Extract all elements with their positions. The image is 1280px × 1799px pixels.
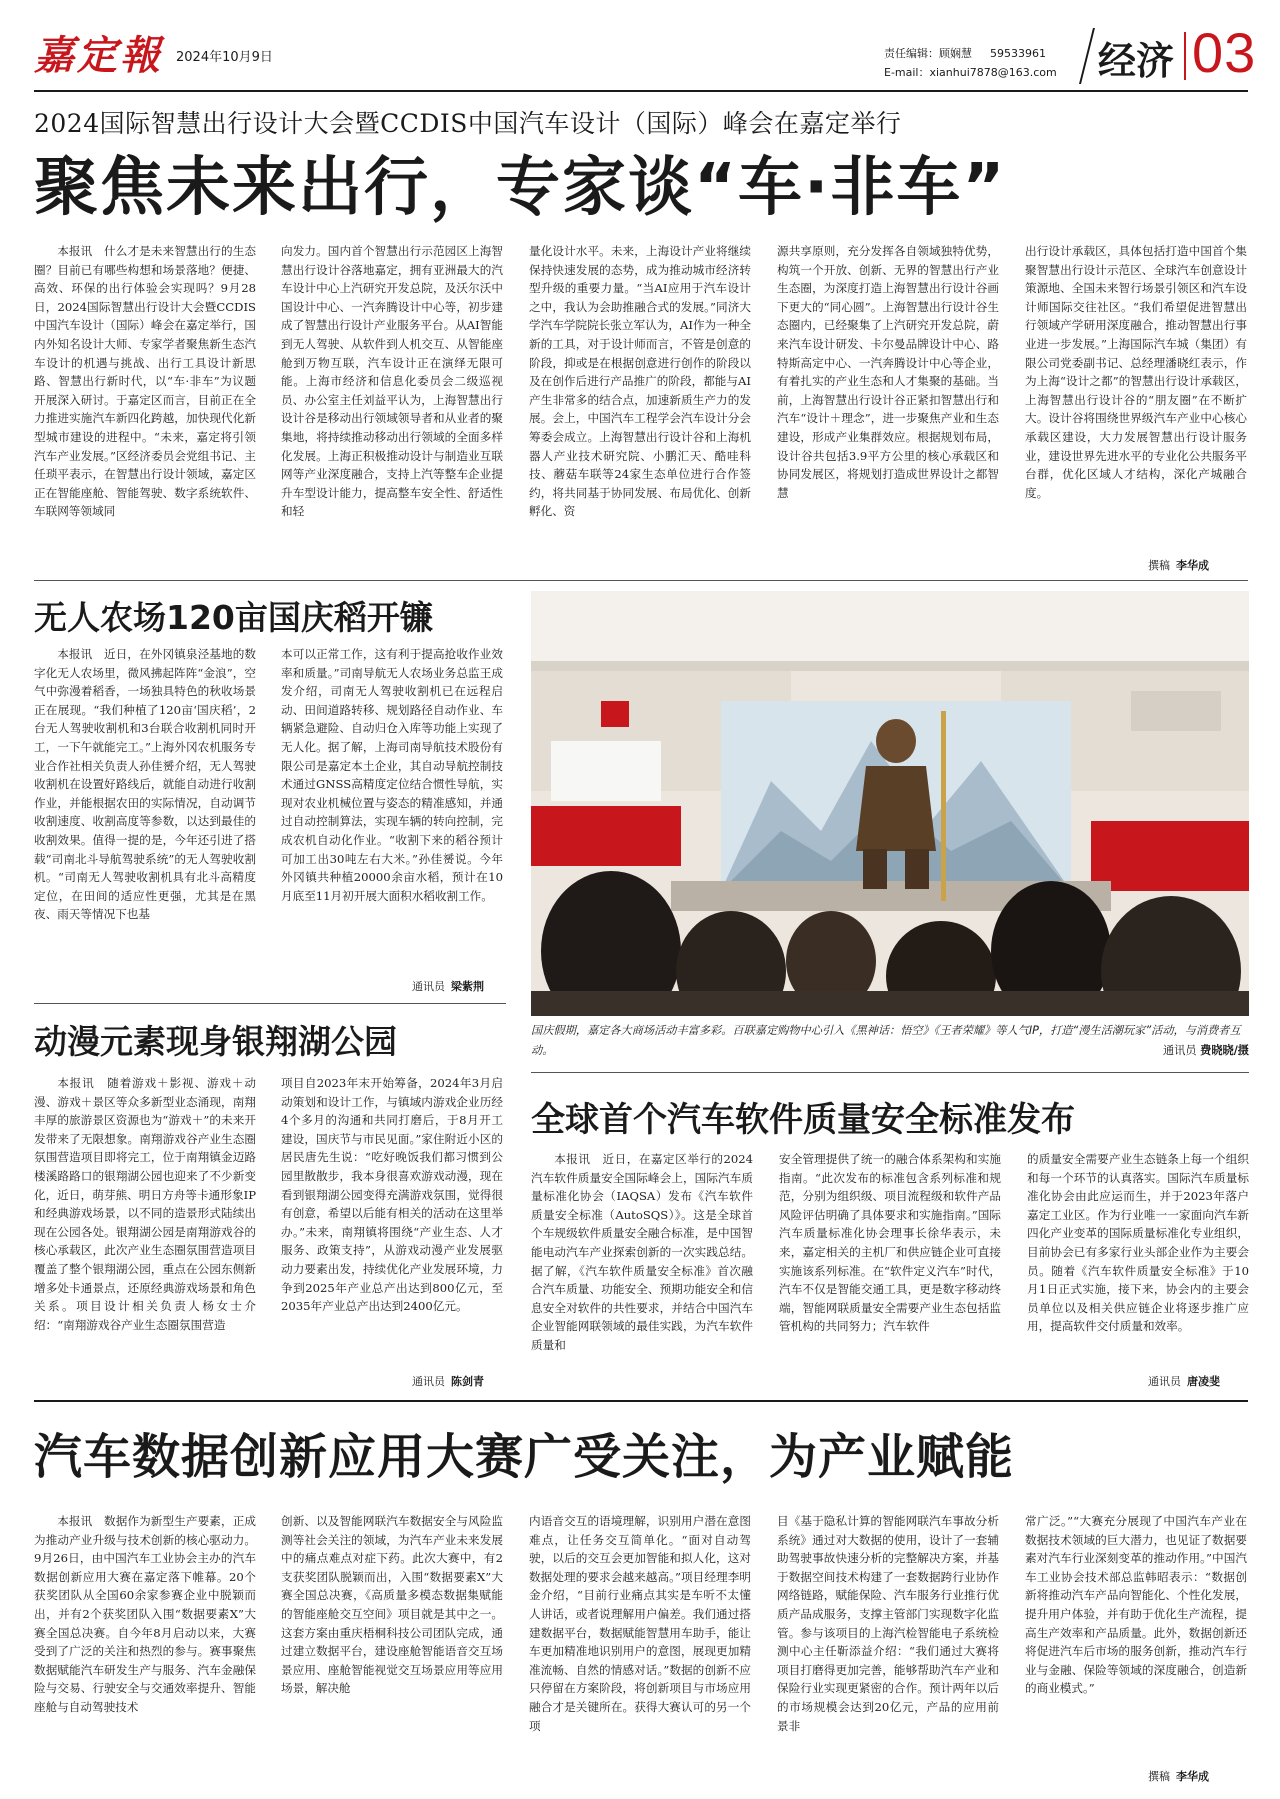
mall-event-photo xyxy=(531,591,1249,1016)
masthead xyxy=(34,18,1257,92)
editor-phone: 59533961 xyxy=(990,47,1046,60)
lead-headline: 聚焦未来出行，专家谈“车·非车” xyxy=(34,151,1007,225)
lead-bottom-rule xyxy=(34,580,1248,581)
farm-bottom-rule xyxy=(34,1003,506,1004)
lead-column-5: 出行设计承载区，具体包括打造中国首个集聚智慧出行设计示范区、全球汽车创意设计策源地、全国未来智行场景引领区和汽车设计师国际交往社区。“我们希望促进智慧出行领域产学研用深度融合，推动智慧出行事业进一步发展。”上海国际汽车城（集团）有限公司党委副书记、总经理潘晓红表示，作为上海“设计之都”的智慧出行设计承载区，上海智慧出行设计谷的“朋友圈”在不断扩大。设计谷将围绕世界级汽车产业中心核心承载区建设，大力发展智慧出行设计服务业，建设世界先进水平的专业化公共服务平台群，优化区域人才结构，深化产城融合度。 xyxy=(1025,244,1247,500)
data-column-1: 本报讯 数据作为新型生产要素，正成为推动产业升级与技术创新的核心驱动力。9月26日，由中国汽车工业协会主办的汽车数据创新应用大赛在嘉定落下帷幕。20个获奖团队从全国60余家参赛企业中脱颖而出，并有2个获奖团队入围“数据要素X”大赛全国总决赛。自今年8月启动以来，大赛受到了广泛的关注和热烈的参与。赛事聚焦数据赋能汽车研发生产与服务、汽车金融保险与交易、行驶安全与交通效率提升、智能座舱与自动驾驶技术 xyxy=(34,1514,256,1714)
farm-column-2: 本可以正常工作，这有利于提高抢收作业效率和质量。”司南导航无人农场业务总监王成发介绍，司南无人驾驶收割机已在远程启动、田间道路转移、规划路径自动作业、车辆紧急避险、自动归仓入库等功能上实现了无人化。据了解，上海司南导航技术股份有限公司是嘉定本土企业，其自动导航控制技术通过GNSS高精度定位结合惯性导航，实现对农业机械位置与姿态的精准感知，并通过自动控制算法，实现车辆的转向控制，完成农机自动化作业。“收割下来的稻谷预计可加工出30吨左右大米。”孙佳赟说。今年外冈镇共种植20000余亩水稻，预计在10月底至11月初开展大面积水稻收割工作。 xyxy=(281,647,503,903)
farm-headline: 无人农场120亩国庆稻开镰 xyxy=(34,598,433,637)
editor-email: E-mail：xianhui7878@163.com xyxy=(884,66,1057,79)
lead-column-4: 源共享原则，充分发挥各自领域独特优势，构筑一个开放、创新、无界的智慧出行产业生态圈，为深度打造上海智慧出行设计谷画下更大的“同心圆”。上海智慧出行设计谷生态圈内，已经聚集了上汽研究开发总院，蔚来汽车设计研发、卡尔曼品牌设计中心、路特斯高定中心、一汽奔腾设计中心等企业，有着扎实的产业生态和人才集聚的基础。当前，上海智慧出行设计谷正紧扣智慧出行和汽车“设计＋理念”，进一步聚焦产业和生态建设，形成产业集群效应。根据规划布局，设计谷共包括3.9平方公里的核心承载区和协同发展区，将规划打造成世界设计之都智慧 xyxy=(777,244,999,500)
photo-credit: 通讯员 费晓晓/摄 xyxy=(1155,1041,1249,1061)
middle-bottom-rule xyxy=(34,1400,1248,1402)
lead-column-2: 向发力。国内首个智慧出行示范园区上海智慧出行设计谷落地嘉定，拥有亚洲最大的汽车设计中心上汽研究开发总院，及沃尔沃中国设计中心、一汽奔腾设计中心等，初步建成了智慧出行设计产业服务平台。从AI智能到无人驾驶、从软件到人机交互、从智能座舱到万物互联，汽车设计正在演绎无限可能。上海市经济和信息化委员会二级巡视员、办公室主任刘益平认为，上海智慧出行设计谷是移动出行领域领导者和从业者的聚集地，将持续推动移动出行领域的全面多样化发展。上海正积极推动设计与制造业互联网等产业深度融合，支持上汽等整车企业提升车型设计能力，提高整车安全性、舒适性和轻 xyxy=(281,244,503,519)
lead-column-1: 本报讯 什么才是未来智慧出行的生态圈？目前已有哪些构想和场景落地？便捷、高效、环保的出行体验会实现吗？9月28日，2024国际智慧出行设计大会暨CCDIS中国汽车设计（国际）峰会在嘉定举行，国内外知名设计大师、专家学者聚焦新生态汽车设计的机遇与挑战、出行工具设计新思路、智慧出行新时代，以“车·非车”为议题开展深入研讨。于嘉定区而言，目前正在全力推进实施汽车新四化跨越，加快现代化新型城市建设的进程中。“未来，嘉定将引领汽车产业发展。”区经济委员会党组书记、主任琐平表示，在智慧出行设计领域，嘉定区正在智能座舱、智能驾驶、数字系统软件、车联网等领域同 xyxy=(34,244,256,519)
software-headline: 全球首个汽车软件质量安全标准发布 xyxy=(531,1100,1075,1140)
masthead-divider xyxy=(1079,28,1095,84)
software-column-1: 本报讯 近日，在嘉定区举行的2024汽车软件质量安全国际峰会上，国际汽车质量标准化协会（IAQSA）发布《汽车软件质量安全标准（AutoSQS）》。这是全球首个车规级软件质量安全融合标准，是中国智能电动汽车产业探索创新的一次实践总结。据了解，《汽车软件质量安全标准》首次融合汽车质量、功能安全、预期功能安全和信息安全对软件的共性要求，并结合中国汽车企业智能网联领域的最佳实践，为汽车软件质量和 xyxy=(531,1152,753,1352)
farm-byline: 通讯员 梁紫荆 xyxy=(412,980,484,993)
data-column-2: 创新、以及智能网联汽车数据安全与风险监测等社会关注的领域，为汽车产业未来发展中的痛点难点对症下药。此次大赛中，有2支获奖团队脱颖而出，入围“数据要素X”大赛全国总决赛，《高质量多模态数据集赋能的智能座舱交互空间》项目就是其中之一。这套方案由重庆梧桐科技公司团队完成，通过建立数据平台，建设座舱智能语音交互场景应用、座舱智能视觉交互场景应用等应用场景，解决舱 xyxy=(281,1514,503,1696)
data-column-3: 内语音交互的语境理解，识别用户潜在意图难点，让任务交互简单化。“面对自动驾驶，以后的交互会更加智能和拟人化，这对数据处理的要求会越来越高。”项目经理李明金介绍，“目前行业痛点其实是车听不太懂人讲话，或者说理解用户偏差。我们通过搭建数据平台，数据赋能智慧用车助手，能让车更加精准地识别用户的意图，展现更加精准流畅、自然的情感对话。”数据的创新不应只停留在方案阶段，将创新项目与市场应用融合才是关键所在。获得大赛认可的另一个项 xyxy=(529,1514,751,1733)
lead-kicker: 2024国际智慧出行设计大会暨CCDIS中国汽车设计（国际）峰会在嘉定举行 xyxy=(34,109,902,138)
photo-caption xyxy=(531,1021,1249,1061)
software-column-3: 的质量安全需要产业生态链条上每一个组织和每一个环节的认真落实。国际汽车质量标准化协会由此应运而生，并于2023年落户嘉定工业区。作为行业唯一一家面向汽车新四化产业变革的国际质量标准化专业组织，目前协会已有多家行业头部企业作为主要会员。随着《汽车软件质量安全标准》于10月1日正式实施，接下来，协会内的主要会员单位以及相关供应链企业将逐步推广应用，提高软件交付质量和效率。 xyxy=(1027,1152,1249,1334)
photo-caption-text: 国庆假期，嘉定各大商场活动丰富多彩。百联嘉定购物中心引入《黑神话：悟空》《王者荣耀》等人气IP，打造“漫生活潮玩家”活动，与消费者互动。 xyxy=(531,1024,1241,1057)
data-headline: 汽车数据创新应用大赛广受关注，为产业赋能 xyxy=(34,1429,1015,1485)
page-number: 03 xyxy=(1192,21,1257,84)
software-byline: 通讯员 唐凌斐 xyxy=(1148,1375,1220,1388)
anime-byline: 通讯员 陈剑青 xyxy=(412,1375,484,1388)
issue-date: 2024年10月9日 xyxy=(176,50,273,65)
data-byline: 撰稿 李华成 xyxy=(1148,1770,1209,1783)
section-bar xyxy=(1184,32,1186,80)
anime-column-1: 本报讯 随着游戏＋影视、游戏＋动漫、游戏＋景区等众多新型业态涌现，南翔丰厚的旅游景区资源也为“游戏＋”的未来开发带来了无限想象。南翔游戏谷产业生态圈氛围营造项目即将完工，位于南翔镇金迈路楼溪路路口的银翔湖公园也迎来了不少新变化，近日，萌芽熊、明日方舟等卡通形象IP和经典游戏场景，以不同的造景形式陆续出现在公园各处。银翔湖公园是南翔游戏谷的核心承载区，此次产业生态圈氛围营造项目覆盖了整个银翔湖公园，重点在公园东侧新增多处卡通景点，还原经典游戏场景和角色关系。项目设计相关负责人杨女士介绍：“南翔游戏谷产业生态圈氛围营造 xyxy=(34,1076,256,1332)
section-name: 经济 xyxy=(1098,38,1175,83)
anime-headline: 动漫元素现身银翔湖公园 xyxy=(34,1022,397,1061)
data-column-4: 目《基于隐私计算的智能网联汽车事故分析系统》通过对大数据的使用，设计了一套辅助驾驶事故快速分析的完整解决方案，并基于数据空间技术构建了一套数据跨行业协作网络链路，赋能保险、汽车服务行业推行优质产品成服务，支撑主管部门实现数字化监管。参与该项目的上海汽检智能电子系统检测中心主任靳添益介绍：“我们通过大赛将项目打磨得更加完善，能够帮助汽车产业和保险行业实现更紧密的合作。预计两年以后的市场规模会达到20亿元，产品的应用前景非 xyxy=(777,1514,999,1733)
data-column-5: 常广泛。”“大赛充分展现了中国汽车产业在数据技术领域的巨大潜力，也见证了数据要素对汽车行业深刻变革的推动作用。”中国汽车工业协会技术部总监韩昭表示：“数据创新将推动汽车产品向智能化、个性化发展，提升用户体验，并有助于优化生产流程，提高生产效率和产品质量。此外，数据创新还将促进汽车后市场的服务创新，推动汽车行业与金融、保险等领域的深度融合，创造新的商业模式。” xyxy=(1025,1514,1247,1696)
photo-bottom-rule xyxy=(531,1072,1249,1073)
newspaper-logo: 嘉定報 xyxy=(34,32,163,79)
anime-column-2: 项目自2023年末开始筹备，2024年3月启动策划和设计工作，与镇域内游戏企业历经4个多月的沟通和共同打磨后，于8月开工建设，国庆节与市民见面。”家住附近小区的居民唐先生说：“吃好晚饭我们都习惯到公园里散散步，我本身很喜欢游戏动漫，现在看到银翔湖公园变得充满游戏氛围，觉得很有创意，希望以后能有相关的活动在这里举办。”未来，南翔镇将围绕“产业生态、人才服务、政策支持”，从游戏动漫产业发展驱动力要素出发，持续优化产业发展环境，力争到2025年产业总产出达到800亿元，至2035年产业总产出达到2400亿元。 xyxy=(281,1076,503,1314)
editor-info xyxy=(884,44,1057,82)
lead-column-3: 量化设计水平。未来，上海设计产业将继续保持快速发展的态势，成为推动城市经济转型升级的重要力量。“当AI应用于汽车设计之中，我认为会助推融合式的发展。”同济大学汽车学院院长张立军认为，AI作为一种全新的工具，对于设计师而言，不管是创意的阶段，抑或是在根据创意进行创作的阶段以及在创作后进行产品推广的阶段，都能与AI产生非常多的结合点，加速新质生产力的发展。会上，中国汽车工程学会汽车设计分会筹委会成立。上海智慧出行设计谷和上海机器人产业技术研究院、小鹏汇天、酷哇科技、蘑菇车联等24家生态单位进行合作签约，将共同基于协同发展、布局优化、创新孵化、资 xyxy=(529,244,751,519)
farm-column-1: 本报讯 近日，在外冈镇泉泾基地的数字化无人农场里，微风拂起阵阵“金浪”，空气中弥漫着稻香，一场独具特色的秋收场景正在展现。“我们种植了120亩‘国庆稻’，2台无人驾驶收割机和3台联合收割机同时开工，一下午就能完工。”上海外冈农机服务专业合作社相关负责人孙佳赟介绍，无人驾驶收割机在设置好路线后，就能自动进行收割作业，并能根据农田的实际情况，自动调节收割速度、收割高度等参数，以达到最佳的收割效果。值得一提的是，今年还引进了搭载“司南北斗导航驾驶系统”的无人驾驶收割机。“司南无人驾驶收割机具有北斗高精度定位，在田间的适应性更强，尤其是在黑夜、雨天等情况下也基 xyxy=(34,647,256,922)
mall-event-illustration xyxy=(531,591,1249,1016)
software-column-2: 安全管理提供了统一的融合体系架构和实施指南。“此次发布的标准包含系列标准和规范，分别为组织级、项目流程级和软件产品风险评估明确了具体要求和实施指南。”国际汽车质量标准化协会理事长徐华表示，未来，嘉定相关的主机厂和供应链企业可直接实施该系列标准。在“软件定义汽车”时代，汽车不仅是智能交通工具，更是数字移动终端，智能网联质量安全需要产业生态包括监管机构的共同努力；汽车软件 xyxy=(779,1152,1001,1334)
editor-name: 责任编辑：顾娴慧 xyxy=(884,47,972,60)
lead-byline: 撰稿 李华成 xyxy=(1148,559,1209,572)
